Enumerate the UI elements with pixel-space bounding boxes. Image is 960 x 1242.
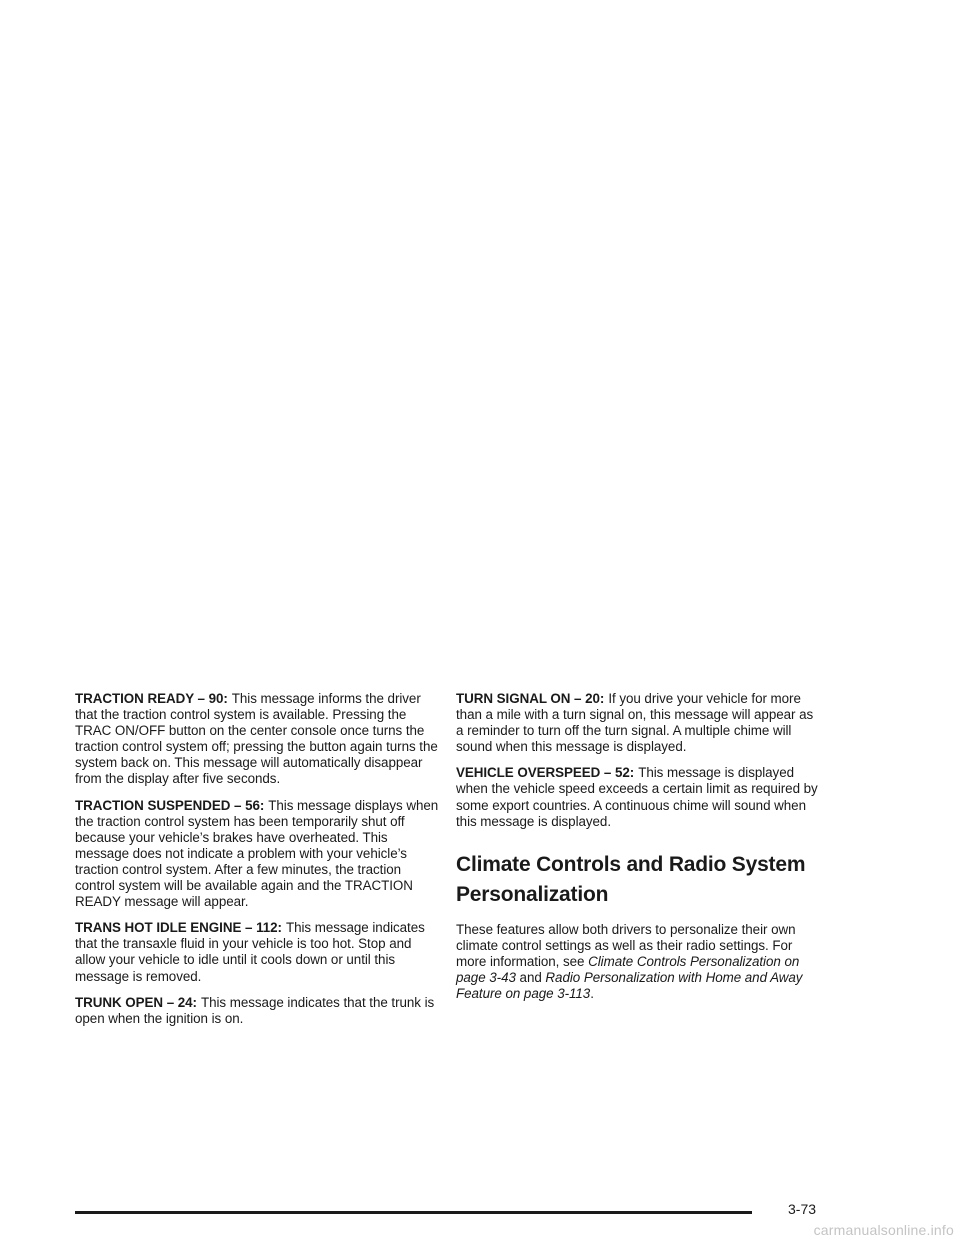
cross-reference-link[interactable]: Radio Personalization with Home and Away Feature on page 3-113 — [456, 970, 803, 1002]
message-traction-suspended — [75, 798, 440, 911]
message-term: TRACTION READY – 90: — [75, 691, 228, 706]
section-heading: Climate Controls and Radio System Personalization — [456, 852, 806, 906]
message-term: TRACTION SUSPENDED – 56: — [75, 797, 265, 813]
section-body-end: . — [590, 986, 594, 1002]
section-body — [456, 922, 821, 1002]
message-turn-signal-on — [456, 691, 821, 755]
watermark: carmanualsonline.info — [813, 1222, 954, 1238]
message-description: This message displays when the traction control system has been temporarily shut off because your vehicle’s brakes have overheated. This message does not indicate a problem with your vehicle’s traction control system. After a few minutes, the traction control system will be available again and the TRACTION READY message will appear. — [75, 797, 439, 910]
message-term: TRUNK OPEN – 24: — [75, 994, 197, 1010]
left-column — [75, 691, 440, 1037]
message-description: If you drive your vehicle for more than a mile with a turn signal on, this message will appear as a reminder to turn off the turn signal. A multiple chime will sound when this message is displayed. — [456, 691, 814, 755]
cross-reference-link[interactable]: Climate Controls Personalization on page 3-43 — [456, 953, 800, 986]
message-traction-ready — [75, 691, 440, 788]
message-term: TRANS HOT IDLE ENGINE – 112: — [75, 920, 282, 936]
right-column — [456, 691, 821, 1012]
page-number: 3-73 — [788, 1201, 817, 1217]
section-body-lead: These features allow both drivers to personalize their own climate control settings as well as their radio settings. For more information, see — [456, 921, 796, 969]
section-body-mid: and — [515, 970, 546, 986]
message-description: This message indicates that the transaxle fluid in your vehicle is too hot. Stop and allow your vehicle to idle until it cools down or until this message is removed. — [75, 920, 425, 984]
message-trunk-open — [75, 995, 440, 1027]
message-trans-hot-idle-engine — [75, 920, 440, 984]
message-description: This message indicates that the trunk is open when the ignition is on. — [75, 994, 435, 1026]
message-vehicle-overspeed — [456, 765, 821, 829]
message-description: This message is displayed when the vehicle speed exceeds a certain limit as required by some export countries. A continuous chime will sound when this message is displayed. — [456, 765, 818, 829]
message-term: VEHICLE OVERSPEED – 52: — [456, 765, 635, 781]
footer-rule — [75, 1211, 752, 1214]
message-term: TURN SIGNAL ON – 20: — [456, 691, 605, 706]
message-description: This message informs the driver that the traction control system is available. Pressing the TRAC ON/OFF button on the center console once turns the traction control system off; pressing the button again turns the system back on. This message will automatically disappear from the display after five seconds. — [75, 691, 438, 787]
